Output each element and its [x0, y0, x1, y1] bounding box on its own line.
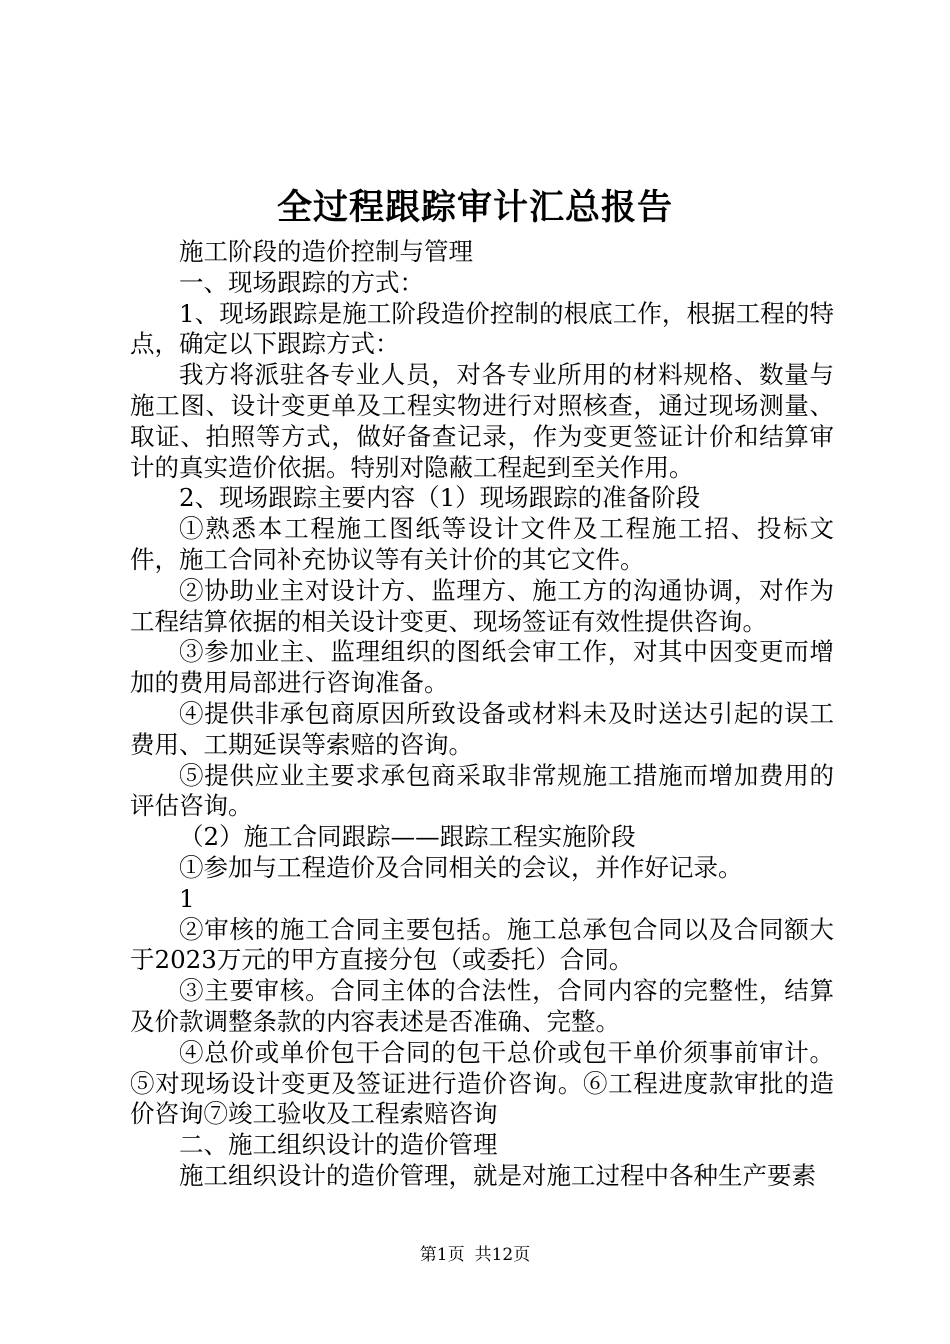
- paragraph-heading-1: 一、现场跟踪的方式：: [179, 267, 424, 297]
- paragraph: 施工组织设计的造价管理，就是对施工过程中各种生产要素: [179, 1160, 816, 1190]
- paragraph: ②审核的施工合同主要包括。施工总承包合同以及合同额大于2023万元的甲方直接分包（或委托）合同。: [130, 914, 834, 975]
- paragraph-subheading: （2）施工合同跟踪——跟踪工程实施阶段: [179, 822, 636, 852]
- paragraph: 1、现场跟踪是施工阶段造价控制的根底工作，根据工程的特点，确定以下跟踪方式：: [130, 298, 834, 359]
- paragraph: ③主要审核。合同主体的合法性，合同内容的完整性，结算及价款调整条款的内容表述是否准确、完整。: [130, 976, 834, 1036]
- paragraph: ③参加业主、监理组织的图纸会审工作，对其中因变更而增加的费用局部进行咨询准备。: [130, 637, 834, 698]
- paragraph: ④总价或单价包干合同的包干总价或包干单价须事前审计。⑤对现场设计变更及签证进行造价咨询。⑥工程进度款审批的造价咨询⑦竣工验收及工程索赔咨询: [130, 1037, 834, 1129]
- paragraph: 2、现场跟踪主要内容（1）现场跟踪的准备阶段: [179, 483, 701, 513]
- paragraph: ②协助业主对设计方、监理方、施工方的沟通协调，对作为工程结算依据的相关设计变更、现场签证有效性提供咨询。: [130, 575, 834, 636]
- paragraph: ①参加与工程造价及合同相关的会议，并作好记录。: [179, 852, 743, 882]
- paragraph: ①熟悉本工程施工图纸等设计文件及工程施工招、投标文件，施工合同补充协议等有关计价的其它文件。: [130, 514, 834, 574]
- page-number: 第1页: [419, 1245, 465, 1265]
- paragraph-heading-2: 二、施工组织设计的造价管理: [179, 1130, 498, 1160]
- document-body: [130, 237, 834, 1192]
- page-total: 共12页: [474, 1245, 531, 1265]
- paragraph: ⑤提供应业主要求承包商采取非常规施工措施而增加费用的评估咨询。: [130, 760, 834, 821]
- paragraph-number: 1: [179, 883, 195, 913]
- page-footer: [0, 1243, 950, 1267]
- document-title: 全过程跟踪审计汇总报告: [276, 187, 673, 228]
- paragraph: ④提供非承包商原因所致设备或材料未及时送达引起的误工费用、工期延误等索赔的咨询。: [130, 698, 834, 759]
- paragraph-section-heading: 施工阶段的造价控制与管理: [179, 237, 473, 266]
- paragraph: 我方将派驻各专业人员，对各专业所用的材料规格、数量与施工图、设计变更单及工程实物进行对照核查，通过现场测量、取证、拍照等方式，做好备查记录，作为变更签证计价和结算审计的真实造价依据。特别对隐蔽工程起到至关作用。: [130, 360, 834, 482]
